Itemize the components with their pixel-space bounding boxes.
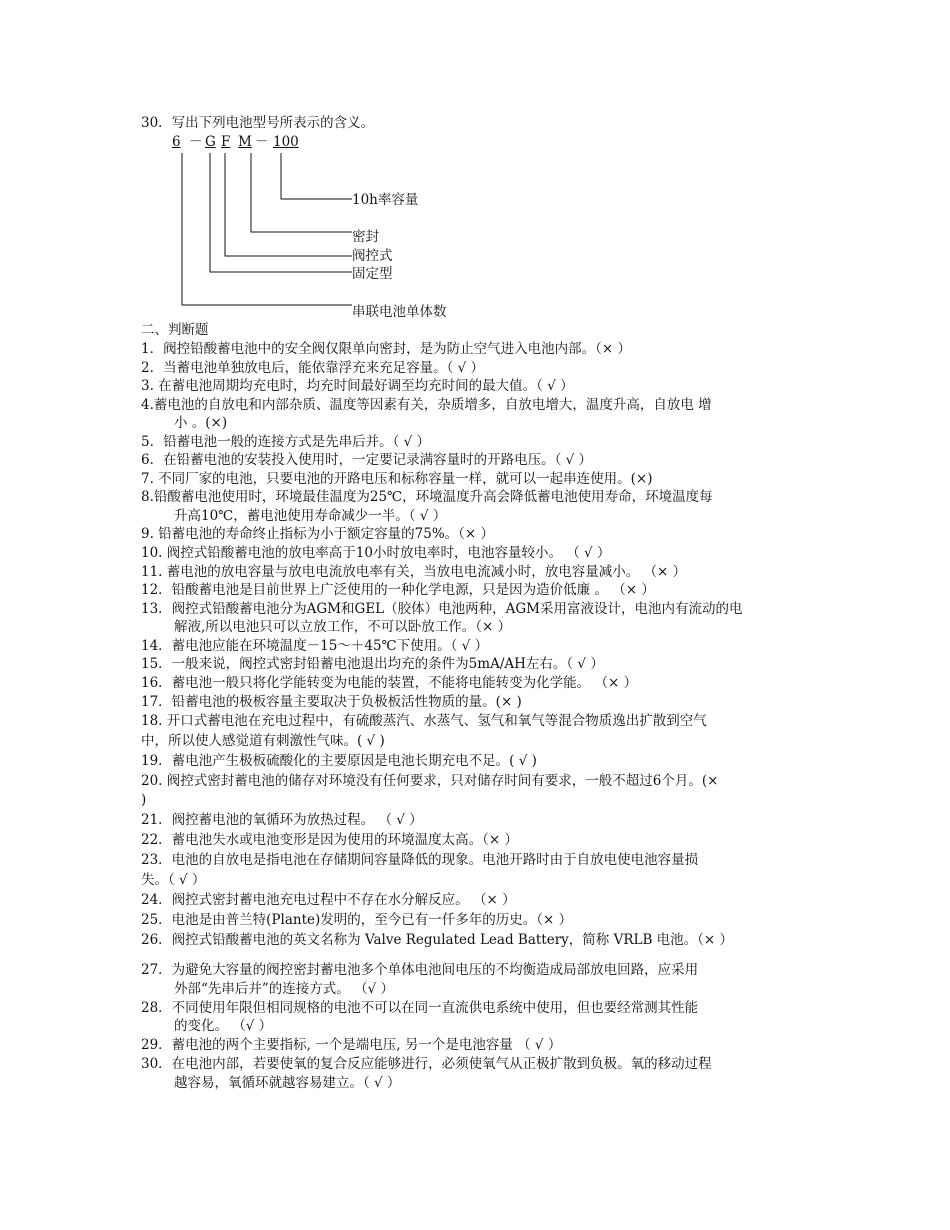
label-cell-count: 串联电池单体数: [352, 304, 447, 320]
tf-item-10: 10. 阀控式铅酸蓄电池的放电率高于10小时放电率时，电池容量较小。 （ √ ）: [141, 545, 611, 561]
tf-item-21: 21．阀控蓄电池的氧循环为放热过程。 （ √ ）: [141, 812, 423, 828]
code-dash-2: －: [255, 134, 269, 150]
tf-item-15: 15．一般来说，阀控式密封铅蓄电池退出均充的条件为5mA/AH左右。（ √ ）: [141, 656, 604, 672]
tf-item-30-cont: 越容易，氧循环就越容易建立。（ √ ）: [174, 1075, 401, 1091]
tf-item-2: 2．当蓄电池单独放电后，能依靠浮充来充足容量。（ √ ）: [141, 360, 485, 376]
line-cell-count: [182, 153, 352, 305]
code-part-100: 100: [273, 134, 299, 150]
label-valve-regulated: 阀控式: [352, 248, 393, 264]
line-sealed: [251, 153, 352, 232]
code-part-m: M: [238, 134, 252, 150]
tf-item-30: 30．在电池内部，若要使氧的复合反应能够进行，必须使氧气从正极扩散到负极。氧的移动过程: [141, 1056, 712, 1072]
tf-item-13: 13．阀控式铅酸蓄电池分为AGM和GEL（胶体）电池两种，AGM采用富液设计，电池内有流动的电: [141, 601, 743, 617]
tf-item-28: 28．不同使用年限但相同规格的电池不可以在同一直流供电系统中使用，但也要经常测其性能: [141, 1000, 699, 1016]
tf-item-20-cont: ): [141, 792, 147, 808]
tf-item-14: 14．蓄电池应能在环境温度－15～＋45℃下使用。（ √ ）: [141, 638, 489, 654]
tf-item-26: 26．阀控式铅酸蓄电池的英文名称为 Valve Regulated Lead Battery，简称 VRLB 电池。（× ）: [141, 932, 734, 948]
line-capacity: [281, 153, 352, 199]
label-capacity: 10h率容量: [352, 192, 419, 208]
label-stationary: 固定型: [352, 266, 393, 282]
tf-item-22: 22．蓄电池失水或电池变形是因为使用的环境温度太高。（× ）: [141, 832, 519, 848]
tf-item-12: 12．铅酸蓄电池是目前世界上广泛使用的一种化学电源，只是因为造价低廉 。 （× ）: [141, 582, 655, 598]
tf-item-20: 20. 阀控式密封蓄电池的储存对环境没有任何要求，只对储存时间有要求，一般不超过6个月。(×: [141, 773, 719, 789]
line-valve-regulated: [225, 153, 352, 256]
tf-item-7: 7. 不同厂家的电池，只要电池的开路电压和标称容量一样，就可以一起串连使用。(×): [141, 471, 653, 487]
tf-item-4: 4.蓄电池的自放电和内部杂质、温度等因素有关，杂质增多，自放电增大，温度升高，自放电 增: [141, 397, 712, 413]
tf-item-1: 1．阀控铅酸蓄电池中的安全阀仅限单向密封，是为防止空气进入电池内部。（× ）: [141, 341, 631, 357]
code-part-f: F: [221, 134, 231, 150]
tf-item-6: 6．在铅蓄电池的安装投入使用时，一定要记录满容量时的开路电压。（ √ ）: [141, 452, 593, 468]
tf-item-29: 29．蓄电池的两个主要指标, 一个是端电压, 另一个是电池容量 （ √ ）: [141, 1037, 562, 1053]
tf-item-13-cont: 解液,所以电池只可以立放工作，不可以卧放工作。（× ）: [174, 619, 512, 635]
tf-item-25: 25．电池是由普兰特(Plante)发明的，至今已有一仟多年的历史。（× ）: [141, 912, 573, 928]
tf-item-9: 9. 铅蓄电池的寿命终止指标为小于额定容量的75%。（× ）: [141, 526, 495, 542]
tf-item-27-cont: 外部“先串后并”的连接方式。 （√ ）: [174, 981, 394, 997]
tf-item-24: 24．阀控式密封蓄电池充电过程中不存在水分解反应。 （× ）: [141, 892, 516, 908]
tf-item-5: 5．铅蓄电池一般的连接方式是先串后并。（ √ ）: [141, 434, 431, 450]
tf-item-19: 19．蓄电池产生极板硫酸化的主要原因是电池长期充电不足。( √ ): [141, 753, 537, 769]
tf-item-23-cont: 失。（ √ ）: [141, 872, 206, 888]
code-dash-1: －: [189, 134, 203, 150]
tf-item-3: 3. 在蓄电池周期均充电时，均充时间最好调至均充时间的最大值。（ √ ）: [141, 378, 574, 394]
tf-item-23: 23．电池的自放电是指电池在存储期间容量降低的现象。电池开路时由于自放电使电池容量损: [141, 852, 699, 868]
tf-item-28-cont: 的变化。 （√ ）: [174, 1018, 273, 1034]
label-sealed: 密封: [352, 229, 379, 245]
tf-item-17: 17．铅蓄电池的极板容量主要取决于负极板活性物质的量。(× ): [141, 694, 522, 710]
tf-item-11: 11. 蓄电池的放电容量与放电电流放电率有关，当放电电流减小时，放电容量减小。 （× ）: [141, 564, 687, 580]
code-part-g: G: [205, 134, 216, 150]
tf-item-27: 27．为避免大容量的阀控密封蓄电池多个单体电池间电压的不均衡造成局部放电回路，应采用: [141, 962, 699, 978]
tf-item-4-cont: 小 。(×): [174, 415, 228, 431]
tf-item-8-cont: 升高10℃，蓄电池使用寿命减少一半。（ √ ）: [174, 508, 447, 524]
tf-item-8: 8.铅酸蓄电池使用时，环境最佳温度为25℃，环境温度升高会降低蓄电池使用寿命，环境温度每: [141, 489, 713, 505]
question-30-title: 30．写出下列电池型号所表示的含义。: [141, 115, 375, 131]
tf-item-16: 16．蓄电池一般只将化学能转变为电能的装置，不能将电能转变为化学能。 （× ）: [141, 675, 638, 691]
tf-item-18-cont: 中，所以使人感觉道有刺激性气味。( √ ): [141, 733, 385, 749]
section-title: 二、判断题: [141, 322, 209, 338]
code-diagram-lines: [0, 0, 950, 330]
tf-item-18: 18. 开口式蓄电池在充电过程中，有硫酸蒸汽、水蒸气、氢气和氧气等混合物质逸出扩散到空气: [141, 713, 707, 729]
code-part-6: 6: [172, 134, 181, 150]
